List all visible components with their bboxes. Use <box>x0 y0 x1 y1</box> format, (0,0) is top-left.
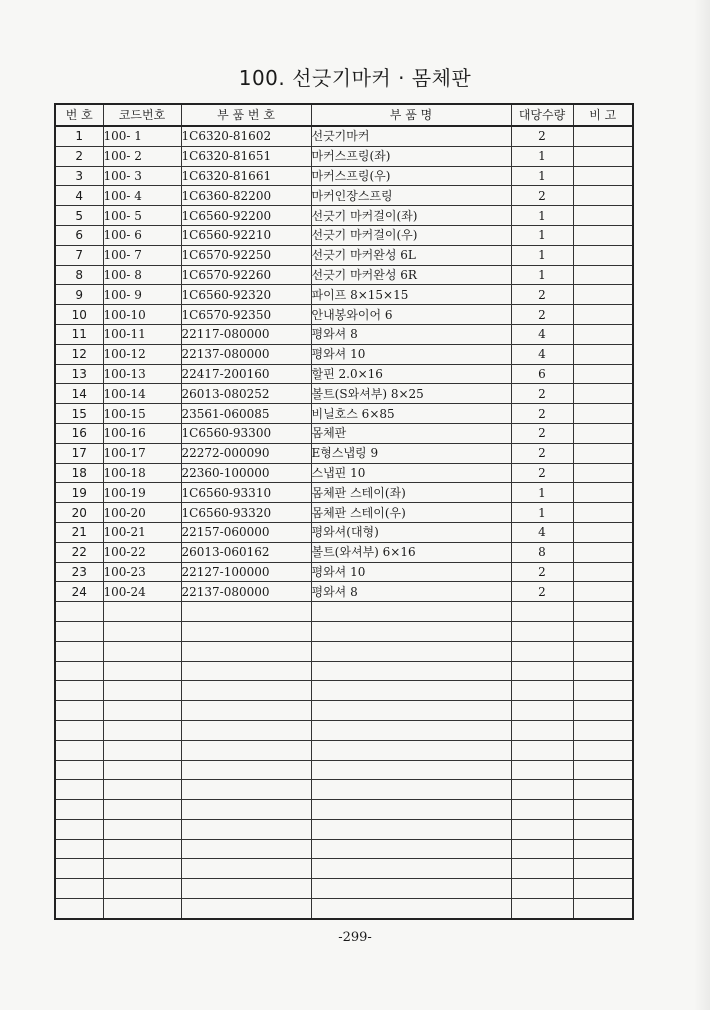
cell-code: 100-15 <box>103 404 181 424</box>
cell-note <box>573 423 633 443</box>
cell-code <box>103 859 181 879</box>
cell-part-name <box>311 819 511 839</box>
cell-part-number: 22137-080000 <box>181 582 311 602</box>
cell-part-number: 1C6360-82200 <box>181 186 311 206</box>
cell-no: 11 <box>55 324 103 344</box>
cell-quantity: 1 <box>511 245 573 265</box>
cell-part-number <box>181 602 311 622</box>
cell-quantity <box>511 661 573 681</box>
cell-code <box>103 701 181 721</box>
cell-no: 4 <box>55 186 103 206</box>
cell-part-name: 평와셔 10 <box>311 344 511 364</box>
cell-quantity <box>511 720 573 740</box>
cell-code <box>103 681 181 701</box>
cell-code: 100-22 <box>103 542 181 562</box>
cell-no: 8 <box>55 265 103 285</box>
cell-no <box>55 621 103 641</box>
cell-part-number: 1C6560-92200 <box>181 206 311 226</box>
cell-note <box>573 780 633 800</box>
cell-part-name <box>311 839 511 859</box>
cell-part-number: 22127-100000 <box>181 562 311 582</box>
cell-code: 100-13 <box>103 364 181 384</box>
cell-code <box>103 819 181 839</box>
cell-part-name <box>311 621 511 641</box>
cell-quantity <box>511 760 573 780</box>
cell-quantity: 1 <box>511 206 573 226</box>
cell-note <box>573 285 633 305</box>
cell-no <box>55 641 103 661</box>
page-edge-shadow <box>694 0 710 1010</box>
table-row <box>55 503 633 523</box>
cell-code: 100- 5 <box>103 206 181 226</box>
cell-no <box>55 819 103 839</box>
cell-no: 3 <box>55 166 103 186</box>
cell-part-number <box>181 819 311 839</box>
table-row <box>55 404 633 424</box>
cell-part-name <box>311 899 511 919</box>
cell-note <box>573 641 633 661</box>
cell-code: 100- 2 <box>103 146 181 166</box>
cell-note <box>573 522 633 542</box>
cell-note <box>573 206 633 226</box>
cell-part-name: 몸체판 스테이(좌) <box>311 483 511 503</box>
cell-code <box>103 720 181 740</box>
cell-quantity: 2 <box>511 384 573 404</box>
cell-no: 22 <box>55 542 103 562</box>
cell-part-name: 마커인장스프링 <box>311 186 511 206</box>
cell-no: 9 <box>55 285 103 305</box>
cell-part-number: 23561-060085 <box>181 404 311 424</box>
cell-quantity <box>511 681 573 701</box>
cell-code: 100-21 <box>103 522 181 542</box>
cell-quantity <box>511 602 573 622</box>
cell-part-name <box>311 879 511 899</box>
cell-part-name: 평와셔 8 <box>311 324 511 344</box>
cell-no <box>55 760 103 780</box>
cell-note <box>573 720 633 740</box>
cell-note <box>573 899 633 919</box>
cell-quantity: 1 <box>511 146 573 166</box>
cell-part-name <box>311 760 511 780</box>
cell-part-name: 몸체판 <box>311 423 511 443</box>
table-row <box>55 225 633 245</box>
cell-part-name: 마커스프링(우) <box>311 166 511 186</box>
cell-code: 100- 4 <box>103 186 181 206</box>
table-row <box>55 384 633 404</box>
cell-no: 2 <box>55 146 103 166</box>
cell-quantity <box>511 819 573 839</box>
cell-note <box>573 800 633 820</box>
cell-quantity: 8 <box>511 542 573 562</box>
cell-part-number <box>181 740 311 760</box>
cell-note <box>573 324 633 344</box>
table-row <box>55 146 633 166</box>
cell-code: 100-17 <box>103 443 181 463</box>
cell-part-name: 볼트(와셔부) 6×16 <box>311 542 511 562</box>
cell-quantity: 2 <box>511 126 573 146</box>
table-row <box>55 324 633 344</box>
cell-part-name: 마커스프링(좌) <box>311 146 511 166</box>
page-title: 100. 선긋기마커 · 몸체판 <box>238 66 472 90</box>
table-row <box>55 265 633 285</box>
cell-no <box>55 661 103 681</box>
cell-note <box>573 463 633 483</box>
cell-no: 19 <box>55 483 103 503</box>
cell-code <box>103 839 181 859</box>
cell-note <box>573 384 633 404</box>
cell-part-name <box>311 800 511 820</box>
table-row <box>55 166 633 186</box>
cell-quantity: 2 <box>511 423 573 443</box>
cell-code <box>103 602 181 622</box>
cell-part-name: 스냅핀 10 <box>311 463 511 483</box>
cell-quantity <box>511 879 573 899</box>
cell-note <box>573 225 633 245</box>
cell-note <box>573 186 633 206</box>
cell-part-name: 선긋기 마커완성 6L <box>311 245 511 265</box>
header-note: 비 고 <box>573 104 633 126</box>
cell-code <box>103 800 181 820</box>
cell-code: 100- 7 <box>103 245 181 265</box>
cell-quantity <box>511 800 573 820</box>
cell-no <box>55 859 103 879</box>
cell-note <box>573 483 633 503</box>
table-row <box>55 621 633 641</box>
cell-code <box>103 621 181 641</box>
cell-part-name: E형스냅링 9 <box>311 443 511 463</box>
cell-note <box>573 819 633 839</box>
cell-part-number: 26013-080252 <box>181 384 311 404</box>
cell-quantity: 2 <box>511 305 573 325</box>
header-part-number: 부 품 번 호 <box>181 104 311 126</box>
table-row <box>55 522 633 542</box>
cell-note <box>573 582 633 602</box>
cell-note <box>573 760 633 780</box>
table-row <box>55 562 633 582</box>
cell-quantity <box>511 780 573 800</box>
table-row <box>55 126 633 146</box>
cell-part-number <box>181 859 311 879</box>
cell-quantity <box>511 621 573 641</box>
cell-part-name <box>311 602 511 622</box>
table-row <box>55 879 633 899</box>
cell-note <box>573 859 633 879</box>
cell-code: 100- 6 <box>103 225 181 245</box>
table-row <box>55 344 633 364</box>
table-row <box>55 206 633 226</box>
cell-part-name <box>311 859 511 879</box>
cell-quantity: 2 <box>511 404 573 424</box>
table-row <box>55 859 633 879</box>
cell-no: 15 <box>55 404 103 424</box>
cell-quantity: 4 <box>511 344 573 364</box>
cell-note <box>573 542 633 562</box>
cell-part-name <box>311 701 511 721</box>
cell-no <box>55 780 103 800</box>
cell-no: 17 <box>55 443 103 463</box>
cell-note <box>573 701 633 721</box>
cell-part-number <box>181 661 311 681</box>
cell-no <box>55 839 103 859</box>
table-row <box>55 305 633 325</box>
cell-code: 100- 3 <box>103 166 181 186</box>
cell-quantity: 1 <box>511 503 573 523</box>
cell-part-number <box>181 720 311 740</box>
parts-table <box>54 103 634 920</box>
cell-code <box>103 641 181 661</box>
cell-part-number: 1C6320-81661 <box>181 166 311 186</box>
cell-quantity: 1 <box>511 166 573 186</box>
cell-no <box>55 879 103 899</box>
cell-note <box>573 503 633 523</box>
table-body <box>55 126 633 919</box>
cell-quantity: 2 <box>511 582 573 602</box>
cell-no: 21 <box>55 522 103 542</box>
table-row <box>55 542 633 562</box>
cell-part-number <box>181 681 311 701</box>
cell-code: 100-14 <box>103 384 181 404</box>
cell-no: 14 <box>55 384 103 404</box>
table-row <box>55 641 633 661</box>
cell-code: 100- 9 <box>103 285 181 305</box>
cell-part-number: 1C6570-92260 <box>181 265 311 285</box>
cell-part-name: 안내봉와이어 6 <box>311 305 511 325</box>
cell-note <box>573 146 633 166</box>
cell-code: 100-16 <box>103 423 181 443</box>
cell-part-name: 할핀 2.0×16 <box>311 364 511 384</box>
cell-part-number: 1C6560-93300 <box>181 423 311 443</box>
cell-note <box>573 740 633 760</box>
cell-no: 13 <box>55 364 103 384</box>
cell-part-name <box>311 780 511 800</box>
cell-no <box>55 602 103 622</box>
table-row <box>55 740 633 760</box>
cell-note <box>573 621 633 641</box>
table-row <box>55 443 633 463</box>
cell-code <box>103 661 181 681</box>
cell-part-number: 26013-060162 <box>181 542 311 562</box>
cell-no: 16 <box>55 423 103 443</box>
cell-no: 24 <box>55 582 103 602</box>
cell-quantity <box>511 839 573 859</box>
cell-part-name <box>311 720 511 740</box>
table-row <box>55 819 633 839</box>
cell-part-name: 선긋기마커 <box>311 126 511 146</box>
cell-no: 12 <box>55 344 103 364</box>
cell-quantity: 6 <box>511 364 573 384</box>
cell-no: 6 <box>55 225 103 245</box>
cell-no <box>55 800 103 820</box>
cell-no <box>55 720 103 740</box>
table-row <box>55 582 633 602</box>
cell-no: 10 <box>55 305 103 325</box>
cell-code <box>103 740 181 760</box>
cell-part-number: 1C6570-92350 <box>181 305 311 325</box>
cell-part-name: 평와셔 8 <box>311 582 511 602</box>
cell-part-name: 평와셔 10 <box>311 562 511 582</box>
cell-part-name <box>311 681 511 701</box>
cell-quantity: 1 <box>511 265 573 285</box>
cell-part-number: 22117-080000 <box>181 324 311 344</box>
cell-note <box>573 245 633 265</box>
cell-note <box>573 443 633 463</box>
cell-quantity: 2 <box>511 562 573 582</box>
table-row <box>55 285 633 305</box>
cell-note <box>573 681 633 701</box>
table-row <box>55 839 633 859</box>
cell-part-number: 1C6320-81651 <box>181 146 311 166</box>
cell-note <box>573 404 633 424</box>
cell-part-number <box>181 641 311 661</box>
cell-part-number: 22360-100000 <box>181 463 311 483</box>
table-row <box>55 483 633 503</box>
table-header-row <box>55 104 633 126</box>
header-part-name: 부 품 명 <box>311 104 511 126</box>
cell-quantity: 1 <box>511 483 573 503</box>
cell-part-number <box>181 839 311 859</box>
cell-note <box>573 602 633 622</box>
cell-note <box>573 839 633 859</box>
cell-part-name: 비닐호스 6×85 <box>311 404 511 424</box>
cell-note <box>573 166 633 186</box>
cell-no <box>55 899 103 919</box>
cell-no: 20 <box>55 503 103 523</box>
cell-part-name: 파이프 8×15×15 <box>311 285 511 305</box>
cell-code <box>103 899 181 919</box>
cell-code: 100-11 <box>103 324 181 344</box>
cell-part-number <box>181 800 311 820</box>
cell-no: 1 <box>55 126 103 146</box>
cell-code: 100- 1 <box>103 126 181 146</box>
cell-part-number: 22417-200160 <box>181 364 311 384</box>
cell-no <box>55 740 103 760</box>
table-row <box>55 899 633 919</box>
cell-part-name <box>311 661 511 681</box>
cell-no: 18 <box>55 463 103 483</box>
table-row <box>55 245 633 265</box>
table-row <box>55 701 633 721</box>
table-row <box>55 720 633 740</box>
cell-quantity: 1 <box>511 225 573 245</box>
cell-quantity: 2 <box>511 186 573 206</box>
cell-note <box>573 364 633 384</box>
cell-note <box>573 879 633 899</box>
table-row <box>55 423 633 443</box>
cell-no: 23 <box>55 562 103 582</box>
cell-part-number: 1C6320-81602 <box>181 126 311 146</box>
cell-part-number <box>181 780 311 800</box>
cell-no: 5 <box>55 206 103 226</box>
table-row <box>55 760 633 780</box>
header-no: 번 호 <box>55 104 103 126</box>
cell-part-number: 1C6560-92210 <box>181 225 311 245</box>
cell-part-name: 볼트(S와셔부) 8×25 <box>311 384 511 404</box>
cell-code <box>103 879 181 899</box>
cell-part-number: 1C6560-93320 <box>181 503 311 523</box>
cell-part-name: 선긋기 마커걸이(우) <box>311 225 511 245</box>
cell-quantity: 2 <box>511 463 573 483</box>
cell-code: 100-12 <box>103 344 181 364</box>
header-code: 코드번호 <box>103 104 181 126</box>
cell-part-number: 1C6560-92320 <box>181 285 311 305</box>
cell-quantity: 2 <box>511 443 573 463</box>
cell-quantity <box>511 899 573 919</box>
cell-note <box>573 344 633 364</box>
table-row <box>55 780 633 800</box>
cell-part-number: 22272-000090 <box>181 443 311 463</box>
cell-part-name: 선긋기 마커걸이(좌) <box>311 206 511 226</box>
table-row <box>55 661 633 681</box>
cell-part-name: 몸체판 스테이(우) <box>311 503 511 523</box>
cell-code: 100-23 <box>103 562 181 582</box>
table-row <box>55 602 633 622</box>
cell-part-name: 선긋기 마커완성 6R <box>311 265 511 285</box>
cell-part-number <box>181 899 311 919</box>
cell-no: 7 <box>55 245 103 265</box>
table-row <box>55 186 633 206</box>
cell-code: 100-24 <box>103 582 181 602</box>
cell-code: 100-18 <box>103 463 181 483</box>
cell-part-number <box>181 621 311 641</box>
table-row <box>55 681 633 701</box>
cell-code: 100- 8 <box>103 265 181 285</box>
cell-note <box>573 265 633 285</box>
cell-code <box>103 760 181 780</box>
cell-part-name <box>311 740 511 760</box>
cell-quantity: 4 <box>511 324 573 344</box>
cell-note <box>573 126 633 146</box>
cell-part-number: 22137-080000 <box>181 344 311 364</box>
cell-quantity <box>511 859 573 879</box>
cell-note <box>573 661 633 681</box>
cell-part-number <box>181 760 311 780</box>
cell-quantity: 2 <box>511 285 573 305</box>
cell-no <box>55 701 103 721</box>
cell-part-name <box>311 641 511 661</box>
header-quantity: 대당수량 <box>511 104 573 126</box>
table-row <box>55 463 633 483</box>
cell-part-number: 1C6560-93310 <box>181 483 311 503</box>
cell-part-name: 평와셔(대형) <box>311 522 511 542</box>
cell-code <box>103 780 181 800</box>
cell-quantity <box>511 740 573 760</box>
cell-code: 100-19 <box>103 483 181 503</box>
cell-part-number: 1C6570-92250 <box>181 245 311 265</box>
cell-quantity <box>511 641 573 661</box>
table-row <box>55 364 633 384</box>
cell-note <box>573 562 633 582</box>
cell-note <box>573 305 633 325</box>
cell-part-number <box>181 879 311 899</box>
cell-quantity <box>511 701 573 721</box>
cell-part-number <box>181 701 311 721</box>
table-row <box>55 800 633 820</box>
cell-code: 100-10 <box>103 305 181 325</box>
page-number: -299- <box>338 930 372 945</box>
cell-code: 100-20 <box>103 503 181 523</box>
cell-quantity: 4 <box>511 522 573 542</box>
cell-no <box>55 681 103 701</box>
cell-part-number: 22157-060000 <box>181 522 311 542</box>
